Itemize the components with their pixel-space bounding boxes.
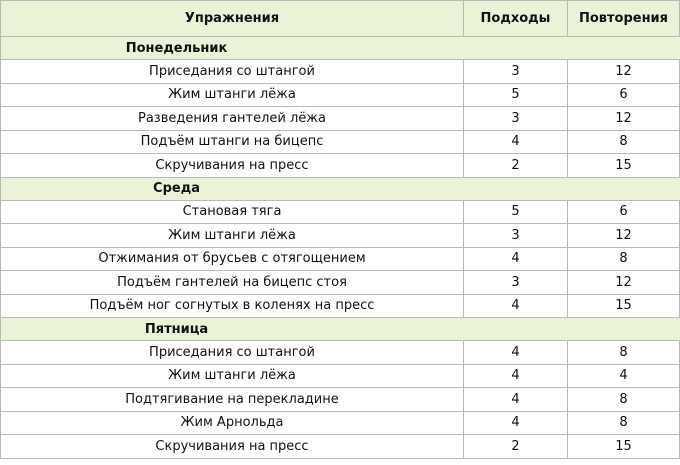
sets-cell: 4 xyxy=(464,341,568,365)
sets-cell: 4 xyxy=(464,247,568,271)
table-row xyxy=(1,247,680,271)
table-body xyxy=(1,37,680,459)
reps-cell: 6 xyxy=(568,83,680,107)
table-row xyxy=(1,130,680,154)
table-row xyxy=(1,294,680,318)
sets-cell: 4 xyxy=(464,388,568,412)
reps-cell: 12 xyxy=(568,60,680,84)
exercise-cell: Жим штанги лёжа xyxy=(1,364,464,388)
day-label: Пятница xyxy=(144,321,209,337)
day-row xyxy=(1,318,680,341)
reps-cell: 8 xyxy=(568,411,680,435)
reps-cell: 6 xyxy=(568,200,680,224)
reps-cell: 12 xyxy=(568,271,680,295)
reps-cell: 8 xyxy=(568,247,680,271)
day-row xyxy=(1,37,680,60)
exercise-cell: Жим штанги лёжа xyxy=(1,83,464,107)
table-header-row xyxy=(1,1,680,37)
table-row xyxy=(1,107,680,131)
table-row xyxy=(1,435,680,459)
reps-cell: 4 xyxy=(568,364,680,388)
exercise-cell: Приседания со штангой xyxy=(1,60,464,84)
table-row xyxy=(1,411,680,435)
header-sets: Подходы xyxy=(464,1,568,37)
sets-cell: 4 xyxy=(464,364,568,388)
exercise-cell: Подтягивание на перекладине xyxy=(1,388,464,412)
table-row xyxy=(1,341,680,365)
sets-cell: 2 xyxy=(464,435,568,459)
exercise-cell: Подъём гантелей на бицепс стоя xyxy=(1,271,464,295)
day-row xyxy=(1,177,680,200)
table-row xyxy=(1,364,680,388)
sets-cell: 2 xyxy=(464,154,568,178)
exercise-cell: Подъём штанги на бицепс xyxy=(1,130,464,154)
exercise-cell: Жим Арнольда xyxy=(1,411,464,435)
table-row xyxy=(1,200,680,224)
table-row xyxy=(1,388,680,412)
reps-cell: 15 xyxy=(568,154,680,178)
table-row xyxy=(1,224,680,248)
sets-cell: 5 xyxy=(464,83,568,107)
exercise-cell: Жим штанги лёжа xyxy=(1,224,464,248)
reps-cell: 15 xyxy=(568,294,680,318)
table-row xyxy=(1,271,680,295)
reps-cell: 8 xyxy=(568,130,680,154)
sets-cell: 3 xyxy=(464,107,568,131)
sets-cell: 3 xyxy=(464,60,568,84)
header-reps: Повторения xyxy=(568,1,680,37)
exercise-cell: Скручивания на пресс xyxy=(1,435,464,459)
exercise-cell: Отжимания от брусьев с отягощением xyxy=(1,247,464,271)
reps-cell: 8 xyxy=(568,388,680,412)
exercise-cell: Разведения гантелей лёжа xyxy=(1,107,464,131)
exercise-cell: Подъём ног согнутых в коленях на пресс xyxy=(1,294,464,318)
sets-cell: 3 xyxy=(464,271,568,295)
day-cell xyxy=(1,37,680,60)
sets-cell: 5 xyxy=(464,200,568,224)
sets-cell: 3 xyxy=(464,224,568,248)
header-exercise: Упражнения xyxy=(1,1,464,37)
day-label: Среда xyxy=(153,181,200,196)
table-row xyxy=(1,83,680,107)
sets-cell: 4 xyxy=(464,411,568,435)
exercise-cell: Скручивания на пресс xyxy=(1,154,464,178)
day-cell xyxy=(1,177,680,200)
reps-cell: 8 xyxy=(568,341,680,365)
exercise-cell: Становая тяга xyxy=(1,200,464,224)
reps-cell: 12 xyxy=(568,107,680,131)
table-row xyxy=(1,60,680,84)
day-cell xyxy=(1,318,680,341)
day-label: Понедельник xyxy=(125,40,228,56)
exercise-cell: Приседания со штангой xyxy=(1,341,464,365)
sets-cell: 4 xyxy=(464,294,568,318)
table-row xyxy=(1,154,680,178)
reps-cell: 15 xyxy=(568,435,680,459)
reps-cell: 12 xyxy=(568,224,680,248)
sets-cell: 4 xyxy=(464,130,568,154)
